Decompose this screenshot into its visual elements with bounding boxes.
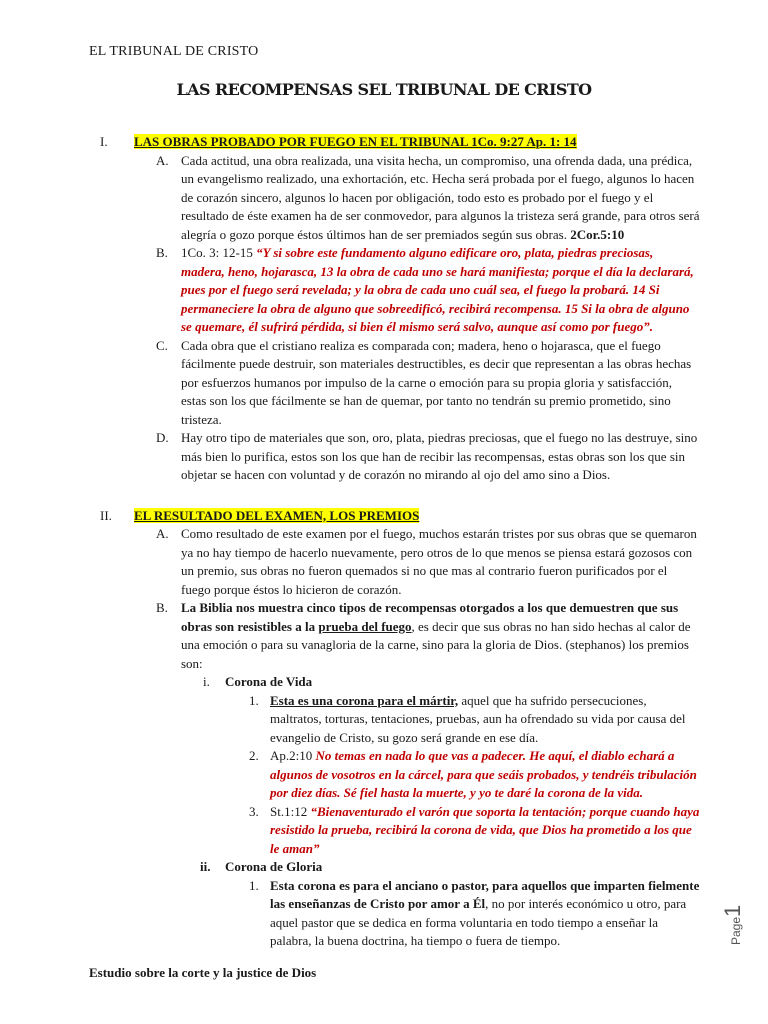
subsection-title: Corona de Gloria — [225, 859, 323, 874]
page-number — [720, 905, 760, 945]
corona-de-vida-item-1 — [100, 692, 700, 748]
item-number: 1. — [249, 877, 259, 893]
corona-de-vida-heading — [100, 673, 700, 692]
page-number-value: 1 — [720, 904, 745, 917]
roman-numeral: i. — [203, 674, 210, 689]
scripture-quote: “Bienaventurado el varón que soporta la tentación; porque cuando haya resistido la prueba, recibirá la corona de vida, que Dios ha prometido a los que le aman” — [270, 803, 700, 856]
item-text: Hay otro tipo de materiales que son, oro, plata, piedras preciosas, que el fuego no las destruye, sino más bien lo purifica, estos son los que han de recibir las recompensas, estas obras son los que sin objetar se hacen con voluntad y de corazón no mirando al ojo del amo sino a Dios. — [181, 430, 698, 482]
corona-de-gloria-heading — [100, 858, 700, 877]
corona-de-gloria-item-1 — [100, 877, 700, 951]
document-footer: Estudio sobre la corte y la justice de Dios — [89, 965, 317, 980]
section-1-item-a — [100, 152, 700, 245]
item-underlined-text: Esta es una corona para el mártir, — [270, 692, 459, 708]
item-text: aquel que ha sufrido persecuciones, maltratos, torturas, tentaciones, pruebas, aun ha ofrendado su vida por causa del evangelio de Cristo, su gozo será grande en ese día. — [270, 692, 686, 745]
section-1-item-c — [100, 337, 700, 430]
section-1-number: I. — [100, 134, 108, 149]
scripture-quote: No temas en nada lo que vas a padecer. He aquí, el diablo echará a algunos de vosotros en la cárcel, para que seáis probados, y tendréis tribulación por diez días. Sé fiel hasta la muerte, y yo te daré la corona de la vida. — [270, 748, 697, 800]
section-2-heading — [100, 507, 700, 526]
item-letter: A. — [156, 526, 169, 541]
corona-de-vida-item-3 — [100, 803, 700, 859]
item-text: , no por interés económico u otro, para aquel pastor que se dedica en forma voluntaria en todo tiempo a enseñar la palabra, la buena doctrina, ha tiempo o fuera de tiempo. — [270, 896, 687, 948]
item-number: 3. — [249, 803, 259, 819]
item-bold-text: Esta corona es para el anciano o pastor, para aquellos que imparten fielmente las enseñanzas de Cristo por amor a Él — [270, 877, 700, 911]
section-1-item-b — [100, 244, 700, 337]
section-2-item-a — [100, 525, 700, 599]
item-letter: B. — [156, 600, 168, 615]
item-reference: 1Co. 3: 12-15 — [181, 245, 257, 260]
item-text: , es decir que sus obras no han sido hechas al calor de una emoción o para su vanagloria de la carne, sino para la gloria de Dios. (stephanos) los premios son: — [181, 618, 691, 671]
item-underlined-text: prueba del fuego — [318, 618, 412, 634]
section-1-heading — [100, 133, 700, 152]
item-bold-text: La Biblia nos muestra cinco tipos de recompensas otorgados a los que demuestren que sus obras son resistibles a la — [181, 600, 679, 634]
corona-de-vida-item-2 — [100, 747, 700, 803]
subsection-title: Corona de Vida — [225, 674, 313, 689]
item-letter: D. — [156, 430, 169, 445]
roman-numeral: ii. — [200, 859, 211, 874]
document-header: EL TRIBUNAL DE CRISTO — [89, 44, 259, 59]
section-2-title: EL RESULTADO DEL EXAMEN, LOS PREMIOS — [134, 507, 420, 523]
document-title: LAS RECOMPENSAS SEL TRIBUNAL DE CRISTO — [176, 80, 592, 99]
page-label: Page — [729, 916, 743, 945]
item-reference: 2Cor.5:10 — [570, 226, 625, 242]
item-text: Cada obra que el cristiano realiza es comparada con; madera, heno o hojarasca, que el fuego fácilmente puede destruir, son materiales destructibles, es decir que representan a las obras hechas por esfuerzos humanos por impulso de la carne o emoción para su propia gloria y satisfacción, estas son los que fácilmente se han de quemar, por tanto no tendrán su premio prometido, sino tristeza. — [181, 337, 692, 427]
document-body — [100, 133, 700, 951]
item-text: Cada actitud, una obra realizada, una visita hecha, un compromiso, una ofrenda dada, una prédica, un evangelismo realizado, una exhortación, etc. Hecha será probada por el fuego, algunos lo hacen de corazón sincero, algunos lo hacen por obligación, todo esto es probado por el fuego y el resultado de éste examen ha de ser conmovedor, para algunos la tristeza será grande, para otros será alegría o gozo porque éstos últimos han de ser premiados según sus obras. — [181, 152, 700, 242]
item-reference: Ap.2:10 — [270, 748, 316, 763]
item-reference: St.1:12 — [270, 803, 311, 819]
section-1-item-d — [100, 429, 700, 485]
scripture-quote: “Y si sobre este fundamento alguno edificare oro, plata, piedras preciosas, madera, heno, hojarasca, 13 la obra de cada uno se hará manifiesta; porque el día la declarará, pues por el fuego será revelada; y la obra de cada uno cuál sea, el fuego la probará. 14 Si permaneciere la obra de alguno que sobreedificó, recibirá recompensa. 15 Si la obra de alguno se quemare, él sufrirá pérdida, si bien él mismo será salvo, aunque así como por fuego”. — [181, 245, 694, 334]
item-letter: A. — [156, 152, 169, 168]
item-number: 1. — [249, 692, 259, 708]
section-2-number: II. — [100, 507, 112, 523]
item-text: Como resultado de este examen por el fuego, muchos estarán tristes por sus obras que se quemaron ya no hay tiempo de hacerlo nuevamente, pero otros de lo que menos se piensa estará gozosos con un premio, sus obras no fueron quemados si no que mas al contrario fueron purificados por el fuego porque éstos lo hicieron de corazón. — [181, 526, 697, 597]
item-letter: B. — [156, 245, 168, 260]
item-letter: C. — [156, 337, 168, 353]
item-number: 2. — [249, 748, 259, 763]
section-1-title: LAS OBRAS PROBADO POR FUEGO EN EL TRIBUNAL 1Co. 9:27 Ap. 1: 14 — [134, 134, 577, 149]
section-2-item-b — [100, 599, 700, 673]
